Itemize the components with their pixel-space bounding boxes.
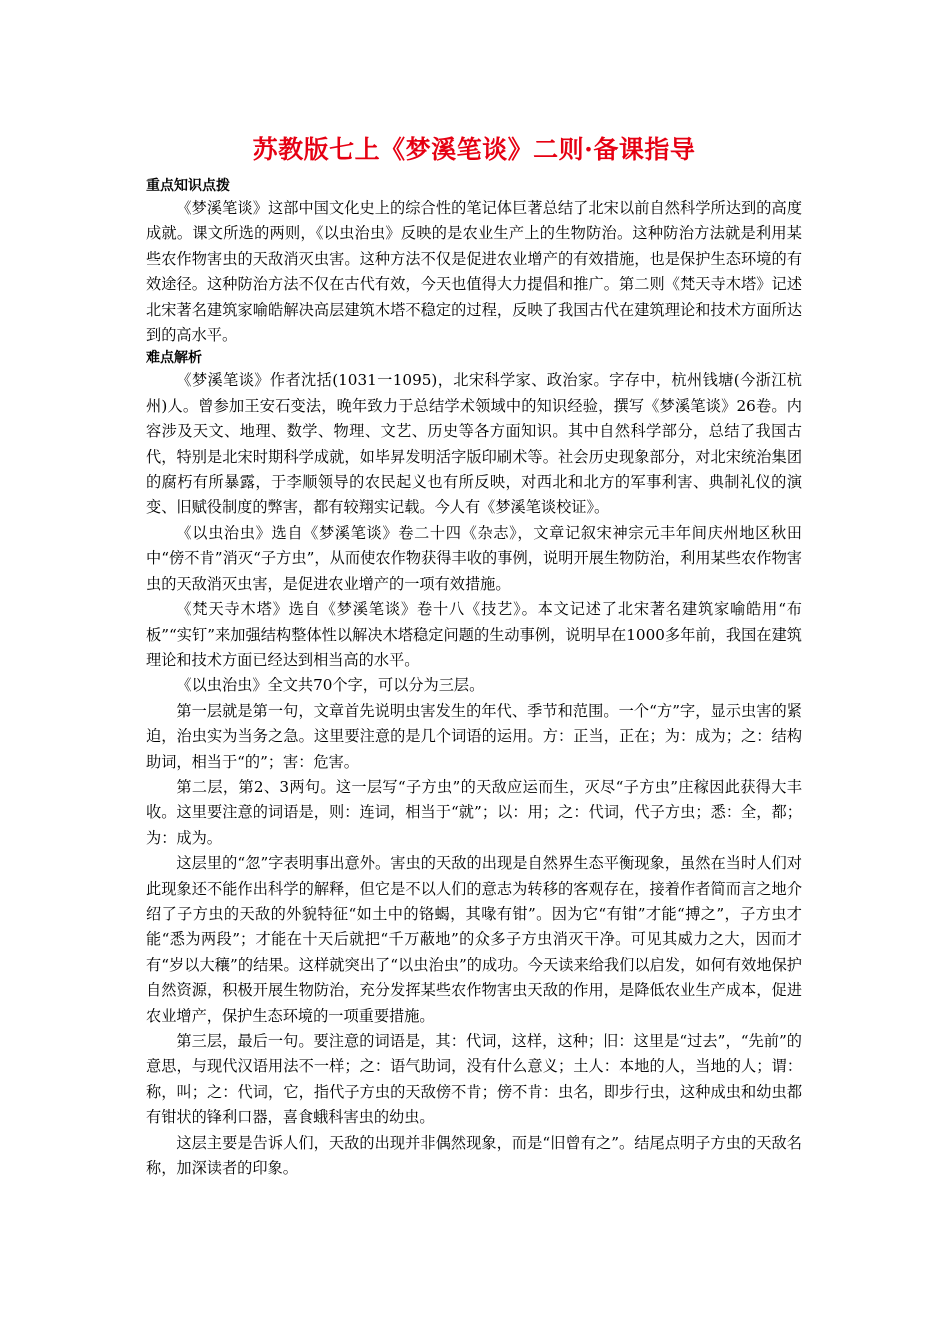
paragraph: 第二层，第2、3两句。这一层写“子方虫”的天敌应运而生，灭尽“子方虫”庄稼因此获得大丰收。这里要注意的词语是，则：连词，相当于“就”；以：用；之：代词，代子方虫；悉：全，都；为：成为。 bbox=[146, 777, 802, 847]
paragraph: 《以虫治虫》选自《梦溪笔谈》卷二十四《杂志》，文章记叙宋神宗元丰年间庆州地区秋田中“傍不肯”消灭“子方虫”，从而使农作物获得丰收的事例，说明开展生物防治，利用某些农作物害虫的天敌消灭虫害，是促进农业增产的一项有效措施。 bbox=[146, 523, 802, 593]
paragraph: 《以虫治虫》全文共70个字，可以分为三层。 bbox=[176, 676, 485, 695]
paragraph: 《梵天寺木塔》选自《梦溪笔谈》卷十八《技艺》。本文记述了北宋著名建筑家喻皓用“布板”“实钉”来加强结构整体性以解决木塔稳定问题的生动事例，说明早在1000多年前，我国在建筑理论和技术方面已经达到相当高的水平。 bbox=[146, 600, 802, 669]
section-difficulty-analysis bbox=[146, 348, 802, 1181]
paragraph: 第三层，最后一句。要注意的词语是，其：代词，这样，这种；旧：这里是“过去”，“先前”的意思，与现代汉语用法不一样；之：语气助词，没有什么意义；土人：本地的人，当地的人；谓：称，叫；之：代词，它，指代子方虫的天敌傍不肯；傍不肯：虫名，即步行虫，这种成虫和幼虫都有钳状的锋利口器，喜食蛾科害虫的幼虫。 bbox=[146, 1032, 802, 1127]
paragraph: 这层主要是告诉人们，天敌的出现并非偶然现象，而是“旧曾有之”。结尾点明子方虫的天敌名称，加深读者的印象。 bbox=[146, 1133, 802, 1178]
document-title: 苏教版七上《梦溪笔谈》二则·备课指导 bbox=[252, 135, 696, 164]
section-key-points bbox=[146, 176, 802, 348]
paragraph: 《梦溪笔谈》这部中国文化史上的综合性的笔记体巨著总结了北宋以前自然科学所达到的高度成就。课文所选的两则，《以虫治虫》反映的是农业生产上的生物防治。这种防治方法就是利用某些农作物害虫的天敌消灭虫害。这种方法不仅是促进农业增产的有效措施，也是保护生态环境的有效途径。这种防治方法不仅在古代有效，今天也值得大力提倡和推广。第二则《梵天寺木塔》记述北宋著名建筑家喻皓解决高层建筑木塔不稳定的过程，反映了我国古代在建筑理论和技术方面所达到的高水平。 bbox=[146, 199, 802, 345]
section-heading-difficulty-analysis: 难点解析 bbox=[146, 350, 202, 367]
section-heading-key-points: 重点知识点拨 bbox=[146, 178, 230, 194]
paragraph: 《梦溪笔谈》作者沈括(1031一1095)，北宋科学家、政治家。字存中，杭州钱塘(今浙江杭州)人。曾参加王安石变法，晚年致力于总结学术领域中的知识经验，撰写《梦溪笔谈》26卷。内容涉及天文、地理、数学、物理、文艺、历史等各方面知识。其中自然科学部分，总结了我国古代，特别是北宋时期科学成就，如毕昇发明活字版印刷术等。社会历史现象部分，对北宋统治集团的腐朽有所暴露，于李顺领导的农民起义也有所反映，对西北和北方的军事利害、典制礼仪的演变、旧赋役制度的弊害，都有较翔实记载。今人有《梦溪笔谈校证》。 bbox=[146, 371, 802, 517]
paragraph: 这层里的“忽”字表明事出意外。害虫的天敌的出现是自然界生态平衡现象，虽然在当时人们对此现象还不能作出科学的解释，但它是不以人们的意志为转移的客观存在，接着作者简而言之地介绍了子方虫的天敌的外貌特征“如土中的铬蝎，其喙有钳”。因为它“有钳”才能“搏之”，子方虫才能“悉为两段”；才能在十天后就把“千万蔽地”的众多子方虫消灭干净。可见其威力之大，因而才有“岁以大穰”的结果。这样就突出了“以虫治虫”的成功。今天读来给我们以启发，如何有效地保护自然资源，积极开展生物防治，充分发挥某些农作物害虫天敌的作用，是降低农业生产成本，促进农业增产，保护生态环境的一项重要措施。 bbox=[146, 854, 802, 1025]
document-content bbox=[146, 132, 802, 1181]
paragraph: 第一层就是第一句，文章首先说明虫害发生的年代、季节和范围。一个“方”字，显示虫害的紧迫，治虫实为当务之急。这里要注意的是几个词语的运用。方：正当，正在；为：成为；之：结构助词，相当于“的”；害：危害。 bbox=[146, 701, 802, 771]
